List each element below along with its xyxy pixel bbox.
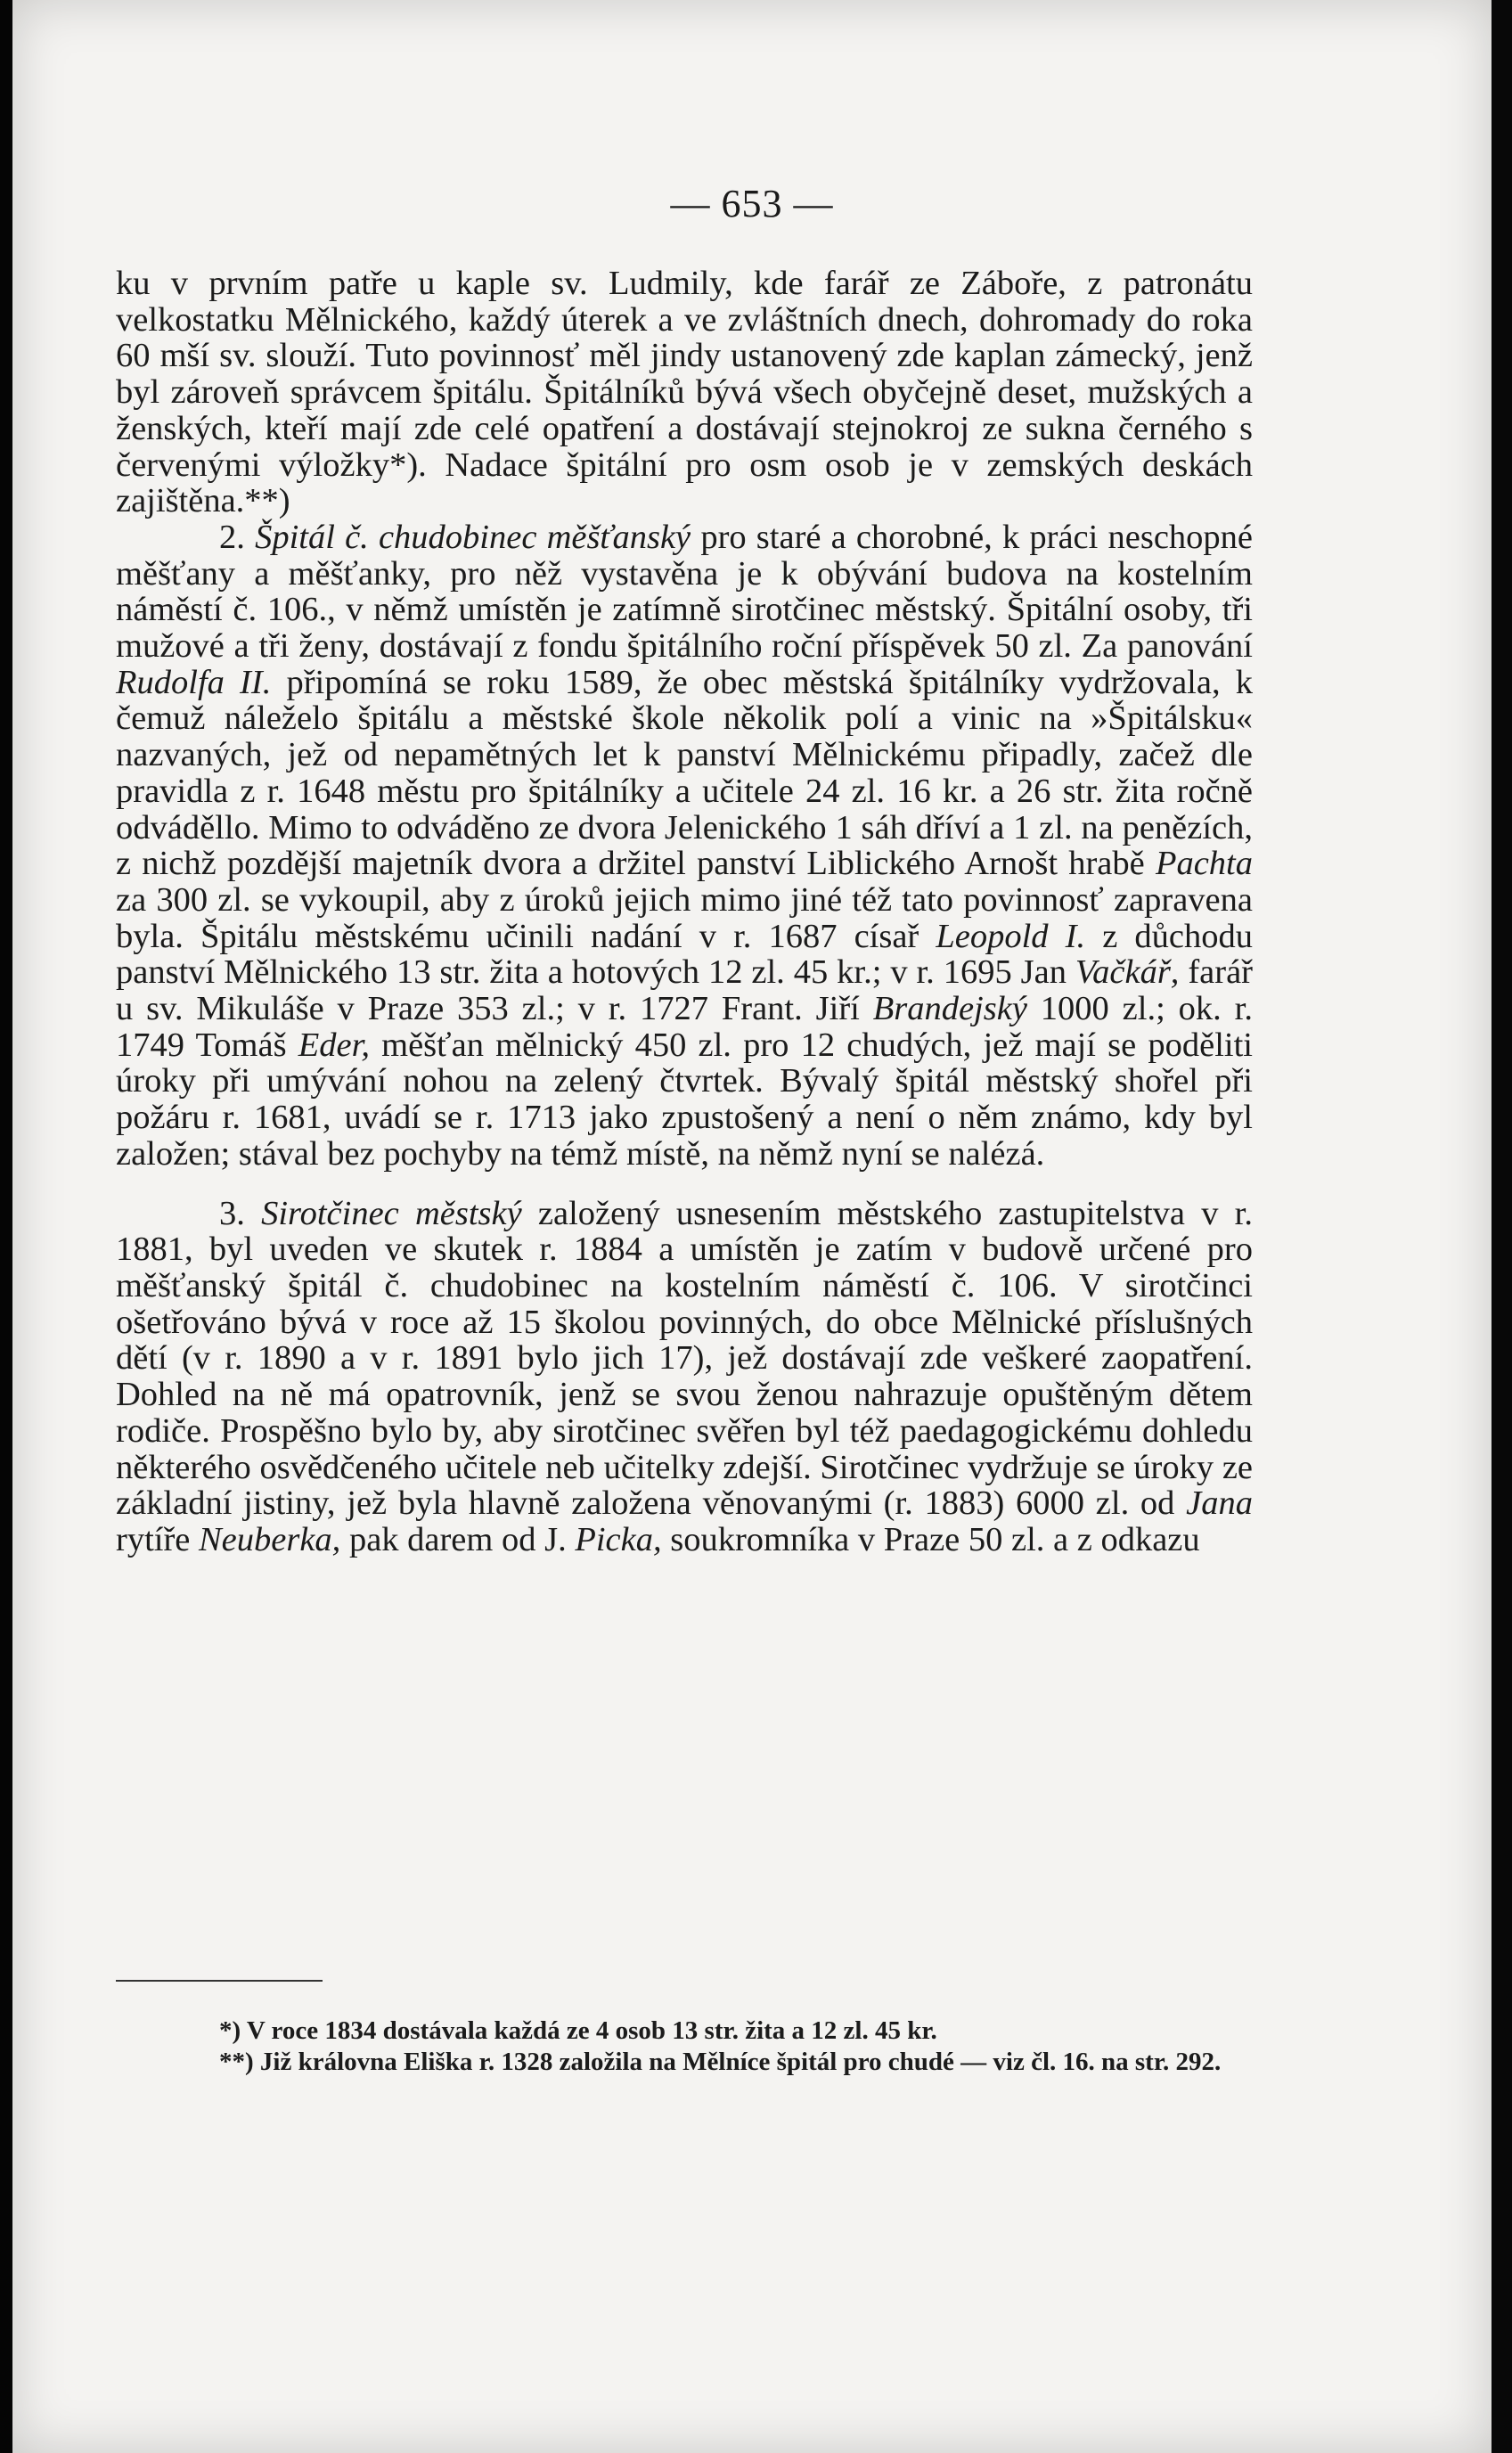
text-segment: 1000 zl.; ok. r. 1749 Tomáš	[116, 990, 1253, 1064]
text-segment: soukromníka v Praze 50 zl. a z odkazu	[661, 1520, 1200, 1558]
footnotes	[116, 2016, 1253, 2078]
footnote-divider	[116, 1980, 323, 1982]
italic-text-segment: Špitál č. chudobinec měšťanský	[255, 518, 691, 556]
italic-text-segment: Eder,	[298, 1026, 370, 1064]
footnote-2: **) Již královna Eliška r. 1328 založila na Mělníce špitál pro chudé — viz čl. 16. na str. 292.	[219, 2048, 1222, 2076]
text-segment: za 300 zl. se vykoupil, aby z úroků jejich mimo jiné též tato povinnosť zapravena byla. Špitálu městskému učinili nadání v r. 1687 císař	[116, 880, 1253, 955]
text-segment: 2.	[219, 518, 256, 556]
text-segment: ku v prvním patře u kaple sv. Ludmily, kde farář ze Záboře, z patronátu velkostatku Mělnického, každý úterek a ve zvláštních dnech, dohromady do roka 60 mší sv. slouží. Tuto povinnosť měl jindy ustanovený zde kaplan zámecký, jenž byl zároveň správcem špitálu. Špitálníků bývá všech obyčejně deset, mužských a ženských, kteří mají zde celé opatření a dostávají stejnokroj ze sukna černého s červenými výložky*). Nadace špitální pro osm osob je v zemských deskách zajištěna.**)	[116, 265, 1253, 520]
italic-text-segment: Sirotčinec městský	[261, 1194, 522, 1232]
text-segment: připomíná se roku 1589, že obec městská špitálníky vydržovala, k čemuž náleželo špitálu a městské škole několik polí a vinic na »Špitálsku« nazvaných, jež od nepamětných let k panství Mělnickému připadly, začež dle pravidla z r. 1648 městu pro špitálníky a učitele 24 zl. 16 kr. a 26 str. žita ročně odváděllo. Mimo to odváděno ze dvora Jelenického 1 sáh dříví a 1 zl. na penězích, z nichž pozdější majetník dvora a držitel panství Liblického Arnošt hrabě	[116, 663, 1253, 883]
text-segment: měšťan mělnický 450 zl. pro 12 chudých, jež mají se poděliti úroky při umývání nohou na zelený čtvrtek. Bývalý špitál městský shořel při požáru r. 1681, uvádí se r. 1713 jako zpustošený a není o něm známo, kdy byl založen; stával bez pochyby na témž místě, na němž nyní se nalézá.	[116, 1026, 1253, 1173]
page-number: — 653 —	[670, 182, 834, 225]
paragraph-3	[116, 1196, 1253, 1558]
scan-left-edge	[0, 0, 12, 2453]
text-segment: farář u sv. Mikuláše v Praze 353 zl.; v r. 1727 Frant. Jiří	[116, 953, 1253, 1028]
body-text	[116, 266, 1253, 1558]
italic-text-segment: Picka,	[575, 1520, 662, 1558]
italic-text-segment: Neuberka,	[199, 1520, 341, 1558]
italic-text-segment: Leopold I.	[936, 917, 1086, 955]
text-segment: z důchodu panství Mělnického 13 str. žita a hotových 12 zl. 45 kr.; v r. 1695 Jan	[116, 917, 1253, 992]
text-segment: založený usnesením městského zastupitelstva v r. 1881, byl uveden ve skutek r. 1884 a umístěn je zatím v budově určené pro měšťanský špitál č. chudobinec na kostelním náměstí č. 106. V sirotčinci ošetřováno bývá v roce až 15 školou povinných, do obce Mělnické příslušných dětí (v r. 1890 a v r. 1891 bylo jich 17), jež dostávají zde veškeré zaopatření. Dohled na ně má opatrovník, jenž se svou ženou nahrazuje opuštěným dětem rodiče. Prospěšno bylo by, aby sirotčinec svěřen byl též paedagogickému dohledu některého osvědčeného učitele neb učitelky zdejší. Sirotčinec vydržuje se úroky ze základní jistiny, jež byla hlavně založena věnovanými (r. 1883) 6000 zl. od	[116, 1194, 1253, 1523]
text-segment: 3.	[219, 1194, 262, 1232]
italic-text-segment: Jana	[1186, 1484, 1253, 1523]
italic-text-segment: Brandejský	[872, 990, 1027, 1028]
paragraph-2	[116, 519, 1253, 1173]
text-segment: rytíře	[116, 1520, 199, 1558]
scan-right-edge	[1492, 0, 1512, 2453]
italic-text-segment: Vačkář,	[1075, 953, 1180, 992]
paragraph-1	[116, 266, 1253, 519]
italic-text-segment: Rudolfa II.	[116, 663, 272, 701]
text-segment: pro staré a chorobné, k práci neschopné měšťany a měšťanky, pro něž vystavěna je k obývání budova na kostelním náměstí č. 106., v němž umístěn je zatímně sirotčinec městský. Špitální osoby, tři mužové a tři ženy, dostávají z fondu špitálního roční příspěvek 50 zl. Za panování	[116, 518, 1254, 666]
italic-text-segment: Pachta	[1155, 845, 1253, 883]
book-page	[12, 0, 1492, 2453]
footnote-1: *) V roce 1834 dostávala každá ze 4 osob 13 str. žita a 12 zl. 45 kr.	[219, 2016, 937, 2045]
text-segment: pak darem od J.	[340, 1520, 576, 1558]
